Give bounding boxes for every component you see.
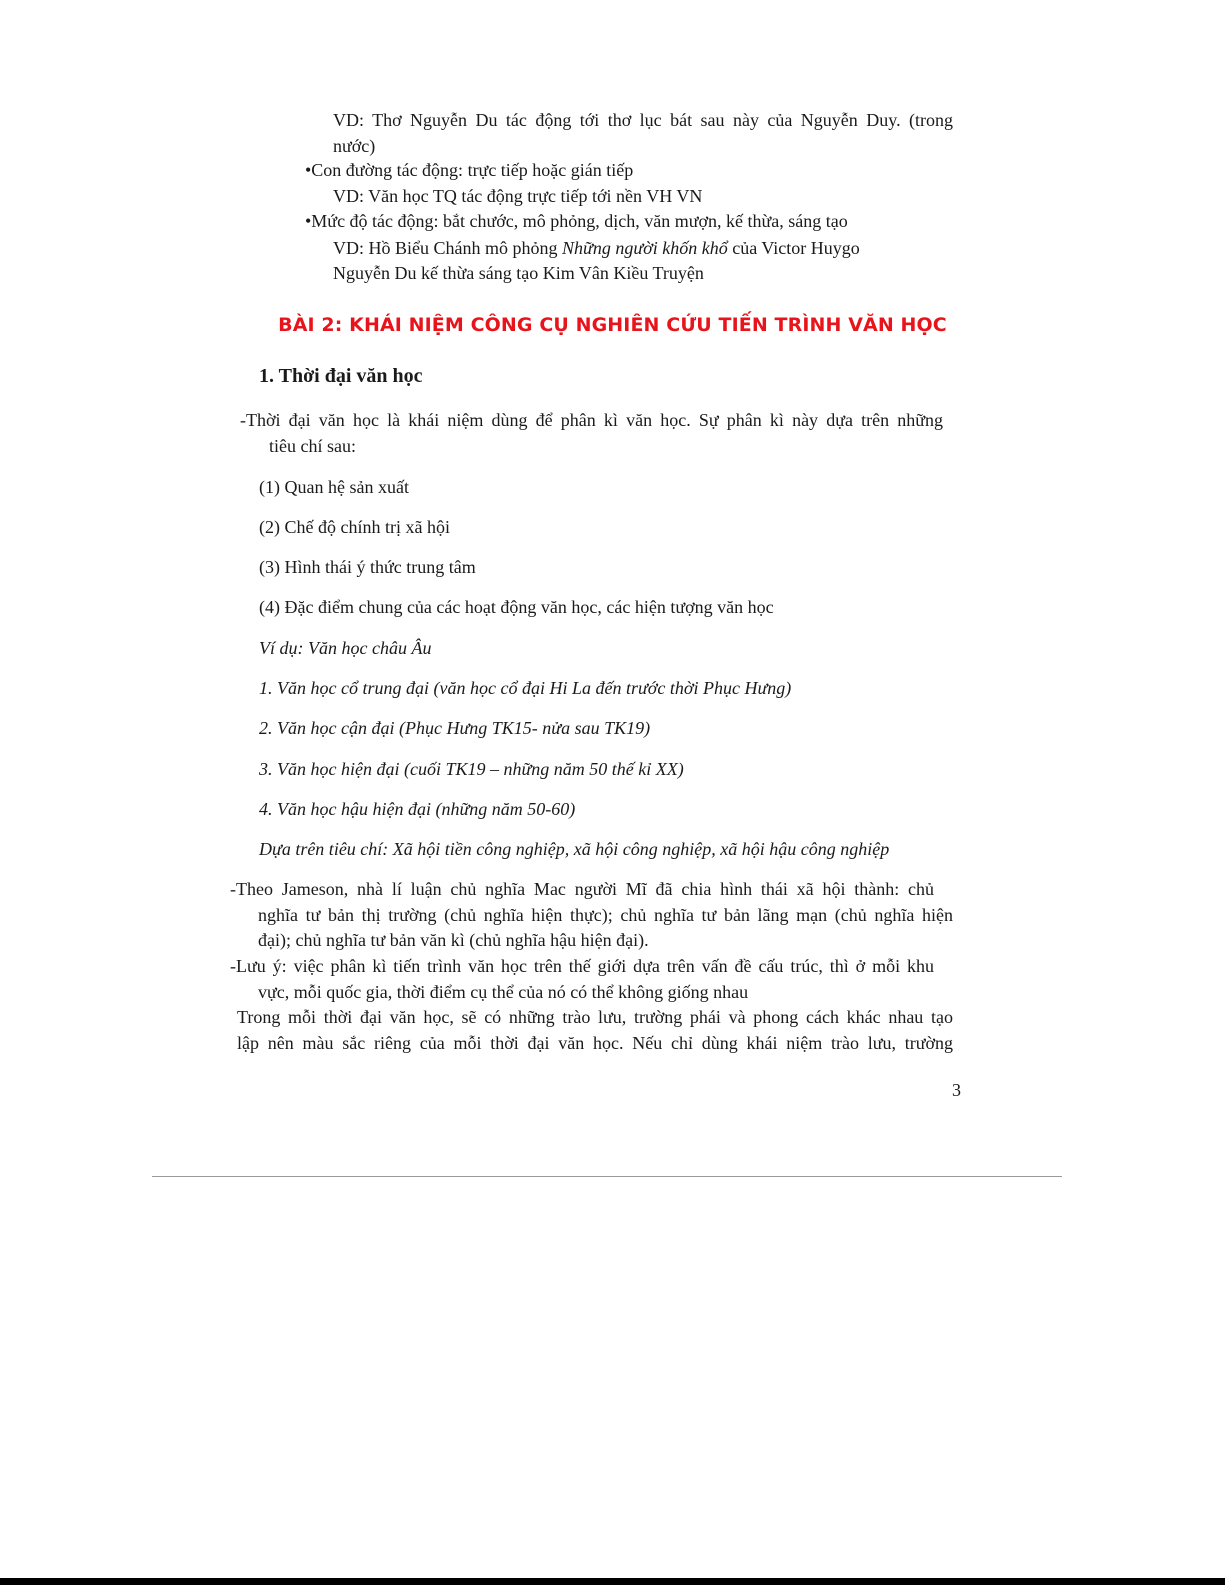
- example-prefix: VD: Hồ Biểu Chánh mô phỏng: [333, 238, 562, 258]
- note-line: vực, mỗi quốc gia, thời điểm cụ thể của nó có thể không giống nhau: [258, 982, 749, 1002]
- book-title: Những người khốn khổ: [562, 238, 728, 258]
- closing-line: lập nên màu sắc riêng của mỗi thời đại văn học. Nếu chỉ dùng khái niệm trào lưu, trường: [237, 1033, 953, 1053]
- example-heading: Ví dụ: Văn học châu Âu: [259, 638, 432, 658]
- period-item: 2. Văn học cận đại (Phục Hưng TK15- nửa sau TK19): [259, 718, 651, 738]
- closing-line: Trong mỗi thời đại văn học, sẽ có những trào lưu, trường phái và phong cách khác nhau tạo: [237, 1007, 953, 1027]
- jameson-line: nghĩa tư bản thị trường (chủ nghĩa hiện thực); chủ nghĩa tư bản lãng mạn (chủ nghĩa hiện: [258, 905, 953, 925]
- criteria-item: (1) Quan hệ sản xuất: [259, 477, 409, 497]
- text-line: VD: Thơ Nguyễn Du tác động tới thơ lục bát sau này của Nguyễn Duy. (trong: [333, 110, 953, 130]
- definition-line: -Thời đại văn học là khái niệm dùng để phân kì văn học. Sự phân kì này dựa trên những: [240, 410, 943, 430]
- note-line: -Lưu ý: việc phân kì tiến trình văn học trên thế giới dựa trên vấn đề cấu trúc, thì ở mỗi khu: [230, 956, 934, 976]
- period-item: 4. Văn học hậu hiện đại (những năm 50-60): [259, 799, 576, 819]
- jameson-line: -Theo Jameson, nhà lí luận chủ nghĩa Mac người Mĩ đã chia hình thái xã hội thành: chủ: [230, 879, 934, 899]
- definition-line: tiêu chí sau:: [269, 436, 356, 456]
- jameson-line: đại); chủ nghĩa tư bản văn kì (chủ nghĩa hậu hiện đại).: [258, 930, 649, 950]
- text-line: nước): [333, 136, 376, 156]
- period-item: 1. Văn học cổ trung đại (văn học cổ đại Hi La đến trước thời Phục Hưng): [259, 678, 792, 698]
- criteria-item: (3) Hình thái ý thức trung tâm: [259, 557, 476, 577]
- page-divider: [152, 1176, 1062, 1177]
- bullet-line: •Mức độ tác động: bắt chước, mô phỏng, dịch, văn mượn, kế thừa, sáng tạo: [305, 211, 848, 231]
- criteria-summary: Dựa trên tiêu chí: Xã hội tiền công nghiệp, xã hội công nghiệp, xã hội hậu công nghiệp: [259, 839, 890, 859]
- bottom-bar: [0, 1578, 1225, 1585]
- bullet-line: •Con đường tác động: trực tiếp hoặc gián tiếp: [305, 160, 634, 180]
- criteria-item: (2) Chế độ chính trị xã hội: [259, 517, 450, 537]
- criteria-item: (4) Đặc điểm chung của các hoạt động văn học, các hiện tượng văn học: [259, 597, 774, 617]
- section-title: BÀI 2: KHÁI NIỆM CÔNG CỤ NGHIÊN CỨU TIẾN TRÌNH VĂN HỌC: [278, 314, 947, 336]
- period-item: 3. Văn học hiện đại (cuối TK19 – những năm 50 thế kỉ XX): [259, 759, 684, 779]
- example-suffix: của Victor Huygo: [727, 238, 860, 258]
- subsection-title: 1. Thời đại văn học: [259, 365, 423, 387]
- example-line: [333, 236, 860, 260]
- text-line: VD: Văn học TQ tác động trực tiếp tới nền VH VN: [333, 186, 703, 206]
- text-line: Nguyễn Du kế thừa sáng tạo Kim Vân Kiều Truyện: [333, 263, 704, 283]
- page-number: 3: [952, 1080, 961, 1100]
